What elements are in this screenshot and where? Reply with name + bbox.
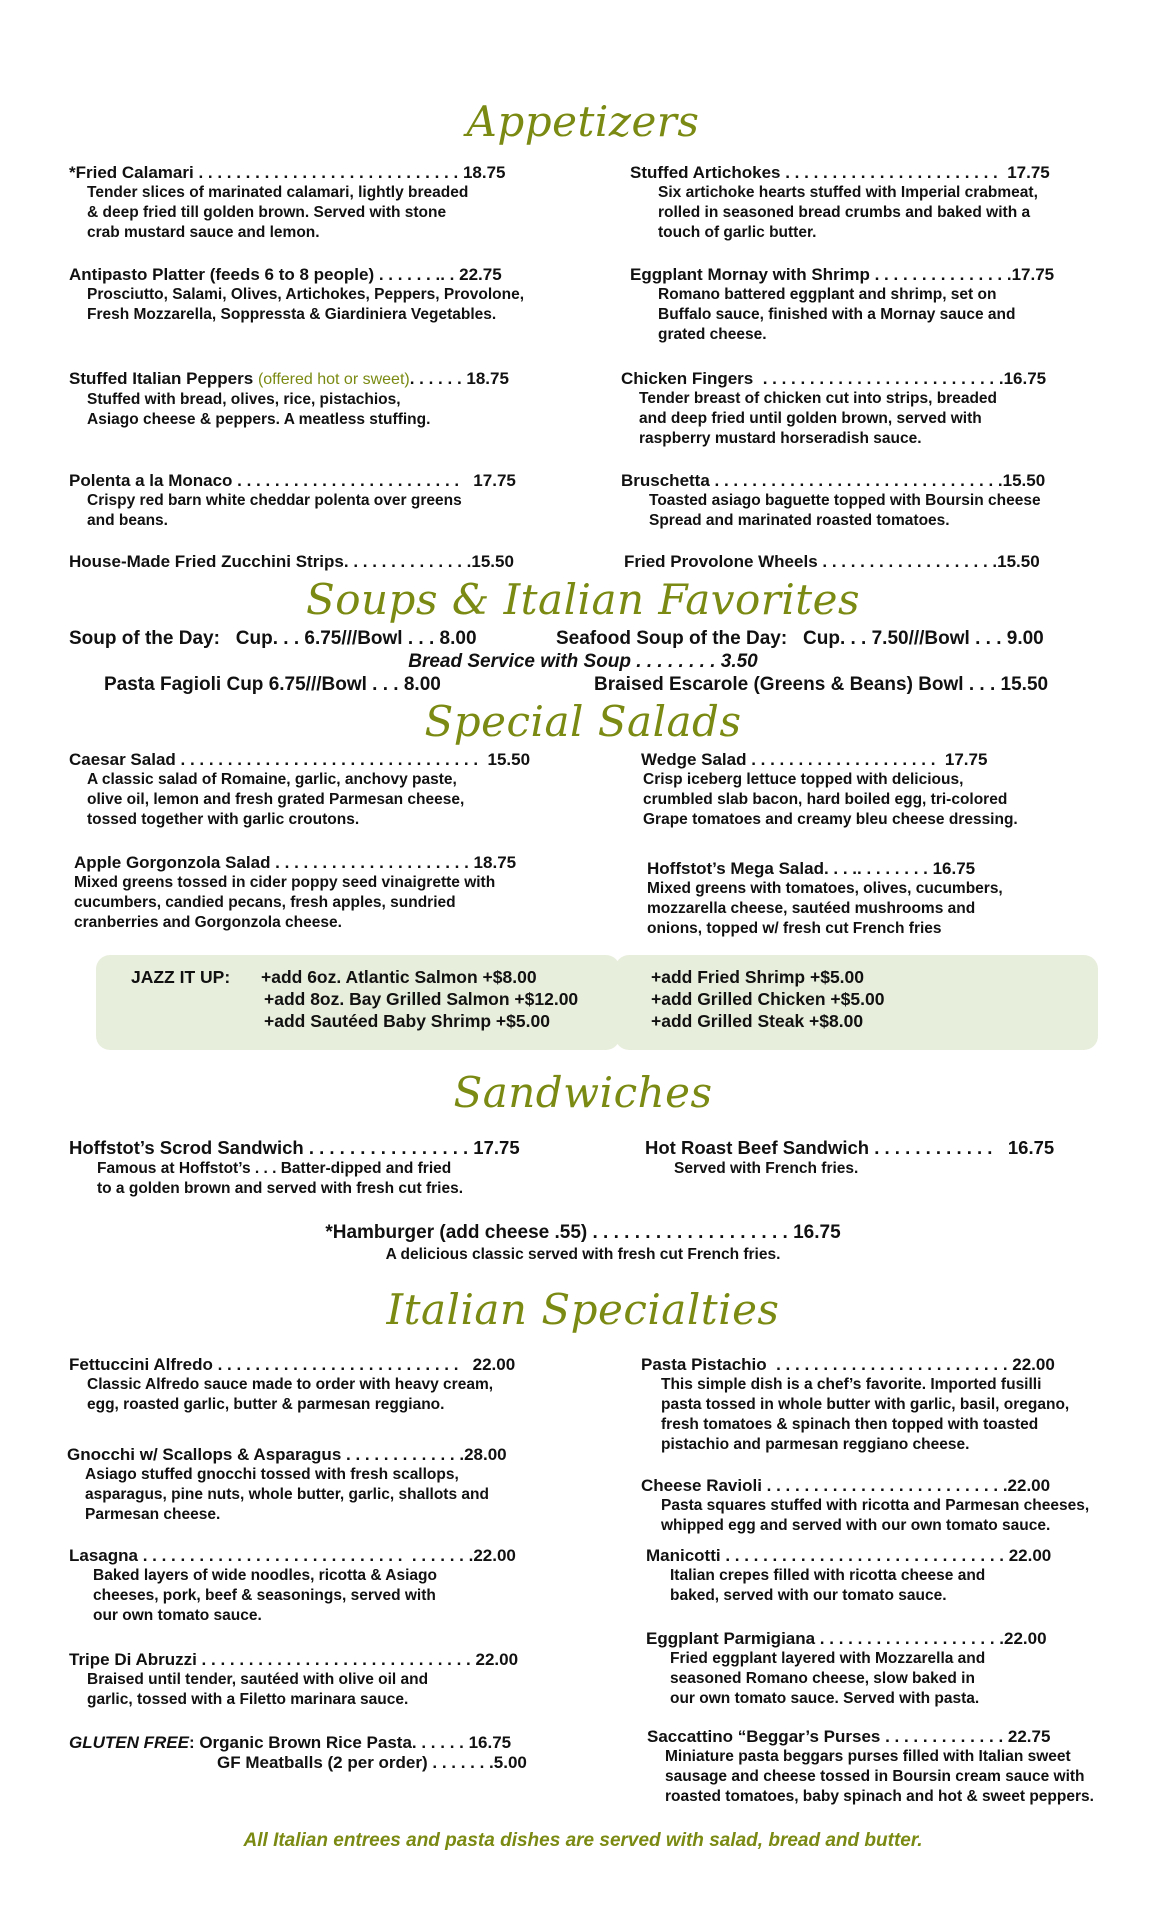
item-description: Baked layers of wide noodles, ricotta & Asiago cheeses, pork, beef & seasonings, served with our own tomato sauce.: [93, 1567, 437, 1624]
braised-escarole: Braised Escarole (Greens & Beans) Bowl . . . 15.50: [594, 674, 1049, 695]
item-description: Famous at Hoffstot’s . . . Batter-dipped and fried to a golden brown and served with fresh cut fries.: [97, 1160, 464, 1197]
menu-item: [630, 265, 1054, 345]
sandwiches-heading: Sandwiches: [453, 1068, 713, 1117]
item-description: Toasted asiago baguette topped with Boursin cheese Spread and marinated roasted tomatoes.: [649, 492, 1041, 529]
gluten-free-meatballs: GF Meatballs (2 per order) . . . . . . .5.00: [217, 1753, 527, 1772]
item-title: *Hamburger (add cheese .55) . . . . . . . . . . . . . . . . . . . 16.75: [325, 1222, 841, 1243]
add-on-item: +add Grilled Steak +$8.00: [651, 1011, 864, 1031]
item-description: Tender breast of chicken cut into strips, breaded and deep fried until golden brown, served with raspberry mustard horseradish sauce.: [639, 390, 998, 447]
menu-item: [69, 552, 514, 572]
item-description: Mixed greens tossed in cider poppy seed vinaigrette with cucumbers, candied pecans, fresh apples, sundried cranberries and Gorgonzola cheese.: [74, 874, 496, 931]
item-note: (offered hot or sweet): [257, 371, 410, 388]
menu-item: [0, 1221, 1166, 1265]
soups-heading: Soups & Italian Favorites: [305, 575, 861, 624]
item-title: Tripe Di Abruzzi . . . . . . . . . . . . . . . . . . . . . . . . . . . . . 22.00: [69, 1650, 519, 1669]
add-on-item: +add 8oz. Bay Grilled Salmon +$12.00: [264, 989, 579, 1009]
italian-heading: Italian Specialties: [386, 1285, 780, 1334]
menu-item: [645, 1137, 1054, 1179]
gluten-free: [69, 1733, 527, 1773]
item-description: Miniature pasta beggars purses filled with Italian sweet sausage and cheese tossed in Boursin cream sauce with roasted tomatoes, baby spinach and hot & sweet peppers.: [665, 1748, 1094, 1805]
item-title: Cheese Ravioli . . . . . . . . . . . . . . . . . . . . . . . . . .22.00: [641, 1476, 1051, 1495]
menu-item: [69, 369, 509, 430]
menu-item: [647, 1727, 1094, 1807]
menu-item: [69, 1137, 520, 1199]
menu-item: [69, 471, 516, 531]
seafood-soup: Seafood Soup of the Day: Cup. . . 7.50///Bowl . . . 9.00: [556, 628, 1044, 649]
item-description: Crispy red barn white cheddar polenta over greens and beans.: [87, 492, 462, 529]
menu-item: [69, 1355, 515, 1415]
item-description: Prosciutto, Salami, Olives, Artichokes, Peppers, Provolone, Fresh Mozzarella, Soppressta & Giardiniera Vegetables.: [87, 286, 525, 323]
add-on-item: +add Grilled Chicken +$5.00: [651, 989, 885, 1009]
item-description: Pasta squares stuffed with ricotta and Parmesan cheeses, whipped egg and served with our own tomato sauce.: [661, 1497, 1090, 1534]
item-description: Asiago stuffed gnocchi tossed with fresh scallops, asparagus, pine nuts, whole butter, garlic, shallots and Parmesan cheese.: [85, 1466, 489, 1523]
footer-note: All Italian entrees and pasta dishes are served with salad, bread and butter.: [243, 1830, 923, 1851]
item-title: Hoffstot’s Scrod Sandwich . . . . . . . . . . . . . . . . 17.75: [69, 1137, 520, 1158]
menu-item: [641, 1476, 1089, 1536]
item-title: Apple Gorgonzola Salad . . . . . . . . . . . . . . . . . . . . . 18.75: [74, 853, 517, 872]
item-description: Six artichoke hearts stuffed with Imperial crabmeat, rolled in seasoned bread crumbs and baked with a touch of garlic butter.: [658, 184, 1038, 241]
item-title: House-Made Fried Zucchini Strips. . . . . . . . . . . . . .15.50: [69, 552, 514, 571]
menu-item: [74, 853, 516, 933]
menu-item: [641, 1355, 1069, 1455]
menu-item: [69, 750, 530, 830]
item-title: Gnocchi w/ Scallops & Asparagus . . . . . . . . . . . . .28.00: [67, 1445, 507, 1464]
menu-item: [69, 1650, 518, 1710]
item-title: Pasta Pistachio . . . . . . . . . . . . . . . . . . . . . . . . . 22.00: [641, 1355, 1055, 1374]
item-description: Classic Alfredo sauce made to order with heavy cream, egg, roasted garlic, butter & parmesan reggiano.: [87, 1376, 494, 1413]
item-description: Crisp iceberg lettuce topped with delicious, crumbled slab bacon, hard boiled egg, tri-colored Grape tomatoes and creamy bleu cheese dressing.: [643, 771, 1018, 828]
item-title: Antipasto Platter (feeds 6 to 8 people) . . . . . . .. . 22.75: [69, 265, 502, 284]
menu-item: [67, 1445, 507, 1525]
item-title: Lasagna . . . . . . . . . . . . . . . . . . . . . . . . . . . . . . . . . . .22.00: [69, 1546, 516, 1565]
item-description: A classic salad of Romaine, garlic, anchovy paste, olive oil, lemon and fresh grated Parmesan cheese, tossed together with garlic croutons.: [87, 771, 465, 828]
menu-item: [646, 1629, 1047, 1709]
menu-item: [69, 163, 505, 243]
menu-item: [641, 750, 1018, 830]
jazz-label: JAZZ IT UP:: [131, 967, 231, 987]
item-title: Fettuccini Alfredo . . . . . . . . . . . . . . . . . . . . . . . . . . 22.00: [69, 1355, 516, 1374]
menu-item: [621, 369, 1046, 449]
menu-item: [69, 1546, 516, 1626]
item-description: Tender slices of marinated calamari, lightly breaded & deep fried till golden brown. Served with stone crab mustard sauce and lemon.: [87, 184, 469, 241]
item-description: Romano battered eggplant and shrimp, set on Buffalo sauce, finished with a Mornay sauce and grated cheese.: [658, 286, 1016, 343]
appetizers-heading: Appetizers: [466, 97, 700, 146]
item-title: Stuffed Italian Peppers (offered hot or sweet). . . . . . 18.75: [69, 369, 509, 388]
menu-item: [630, 163, 1050, 243]
menu-item: [621, 471, 1045, 531]
menu-item: [624, 552, 1040, 572]
soup-of-the-day: Soup of the Day: Cup. . . 6.75///Bowl . . . 8.00: [69, 628, 477, 649]
menu-item: [647, 859, 1003, 939]
salads-heading: Special Salads: [424, 697, 742, 746]
item-title: *Fried Calamari . . . . . . . . . . . . . . . . . . . . . . . . . . . . 18.75: [69, 163, 506, 182]
pasta-fagioli: Pasta Fagioli Cup 6.75///Bowl . . . 8.00: [104, 674, 441, 695]
bread-service: Bread Service with Soup . . . . . . . . 3.50: [408, 651, 758, 672]
item-description: A delicious classic served with fresh cut French fries.: [385, 1246, 781, 1263]
menu-item: [646, 1546, 1051, 1606]
item-title: Fried Provolone Wheels . . . . . . . . . . . . . . . . . . .15.50: [624, 552, 1040, 571]
item-description: Mixed greens with tomatoes, olives, cucumbers, mozzarella cheese, sautéed mushrooms and onions, topped w/ fresh cut French fries: [647, 880, 1003, 937]
gluten-free-line: GLUTEN FREE: Organic Brown Rice Pasta. . . . . . 16.75: [69, 1733, 512, 1752]
item-title: Stuffed Artichokes . . . . . . . . . . . . . . . . . . . . . . . 17.75: [630, 163, 1050, 182]
add-on-item: +add 6oz. Atlantic Salmon +$8.00: [261, 967, 537, 987]
item-title: Hot Roast Beef Sandwich . . . . . . . . . . . . 16.75: [645, 1137, 1055, 1158]
add-on-item: +add Fried Shrimp +$5.00: [651, 967, 864, 987]
item-description: Braised until tender, sautéed with olive oil and garlic, tossed with a Filetto marinara sauce.: [87, 1671, 429, 1708]
item-title: Hoffstot’s Mega Salad. . . .. . . . . . . . 16.75: [647, 859, 976, 878]
item-title: Caesar Salad . . . . . . . . . . . . . . . . . . . . . . . . . . . . . . . . 15.50: [69, 750, 531, 769]
item-title: Wedge Salad . . . . . . . . . . . . . . . . . . . . 17.75: [641, 750, 988, 769]
item-title: Saccattino “Beggar’s Purses . . . . . . . . . . . . . 22.75: [647, 1727, 1051, 1746]
gluten-free-label: GLUTEN FREE: [69, 1733, 189, 1752]
menu-item: [69, 265, 524, 325]
add-on-item: +add Sautéed Baby Shrimp +$5.00: [264, 1011, 550, 1031]
item-description: Stuffed with bread, olives, rice, pistachios, Asiago cheese & peppers. A meatless stuffing.: [87, 391, 431, 428]
item-title: Chicken Fingers . . . . . . . . . . . . . . . . . . . . . . . . . .16.75: [621, 369, 1047, 388]
item-title: Eggplant Parmigiana . . . . . . . . . . . . . . . . . . . .22.00: [646, 1629, 1047, 1648]
item-title: Polenta a la Monaco . . . . . . . . . . . . . . . . . . . . . . . . 17.75: [69, 471, 516, 490]
item-title: Eggplant Mornay with Shrimp . . . . . . . . . . . . . . .17.75: [630, 265, 1055, 284]
item-title: Manicotti . . . . . . . . . . . . . . . . . . . . . . . . . . . . . . 22.00: [646, 1546, 1052, 1565]
item-title: Bruschetta . . . . . . . . . . . . . . . . . . . . . . . . . . . . . . .15.50: [621, 471, 1046, 490]
item-description: Italian crepes filled with ricotta cheese and baked, served with our tomato sauce.: [670, 1567, 986, 1604]
item-description: Served with French fries.: [674, 1160, 859, 1177]
item-description: This simple dish is a chef’s favorite. Imported fusilli pasta tossed in whole butter with garlic, basil, oregano, fresh tomatoes & spinach then topped with toasted pistachio and parmesan reggiano cheese.: [661, 1376, 1070, 1453]
item-description: Fried eggplant layered with Mozzarella and seasoned Romano cheese, slow baked in our own tomato sauce. Served with pasta.: [670, 1650, 986, 1707]
